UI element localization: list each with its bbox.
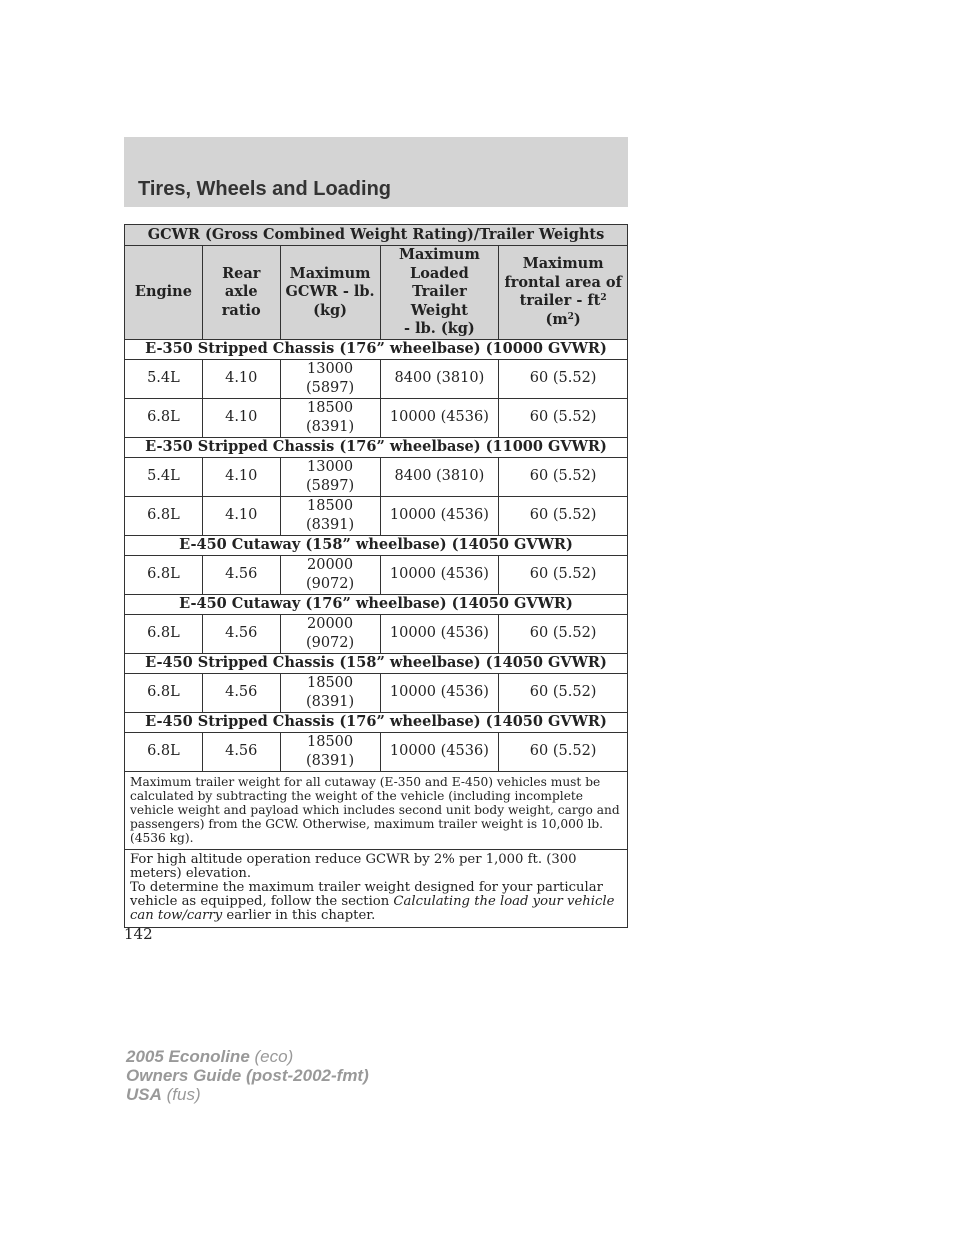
trailer-weight-cell: 8400 (3810): [380, 359, 499, 398]
gcwr-trailer-weights-table: [124, 224, 628, 928]
table-section-row: [125, 594, 628, 614]
table-note-row: [125, 849, 628, 927]
axle-ratio-cell: 4.10: [202, 457, 280, 496]
engine-cell: 6.8L: [125, 555, 203, 594]
section-title: Tires, Wheels and Loading: [138, 178, 392, 200]
table-row: [125, 732, 628, 771]
frontal-area-cell: 60 (5.52): [499, 496, 628, 535]
frontal-area-cell: 60 (5.52): [499, 555, 628, 594]
axle-ratio-cell: 4.10: [202, 496, 280, 535]
gcwr-cell: 20000 (9072): [280, 614, 380, 653]
engine-cell: 5.4L: [125, 359, 203, 398]
section-title: E-450 Cutaway (176” wheelbase) (14050 GVWR): [125, 594, 628, 614]
table-section-row: [125, 653, 628, 673]
gcwr-cell: 13000 (5897): [280, 457, 380, 496]
axle-ratio-cell: 4.56: [202, 614, 280, 653]
axle-ratio-cell: 4.56: [202, 555, 280, 594]
trailer-weight-cell: 10000 (4536): [380, 496, 499, 535]
section-title: E-450 Stripped Chassis (176” wheelbase) (14050 GVWR): [125, 712, 628, 732]
table-section-row: [125, 535, 628, 555]
cutaway-trailer-weight-note: Maximum trailer weight for all cutaway (E-350 and E-450) vehicles must be calculated by subtracting the weight of the vehicle (including incomplete vehicle weight and payload which includes second unit body weight, cargo and passengers) from the GCW. Otherwise, maximum trailer weight is 10,000 lb. (4536 kg).: [125, 771, 628, 849]
engine-cell: 6.8L: [125, 614, 203, 653]
section-title: E-350 Stripped Chassis (176” wheelbase) (10000 GVWR): [125, 339, 628, 359]
column-header-engine: Engine: [125, 246, 203, 340]
column-header-max-gcwr: Maximum GCWR - lb. (kg): [280, 246, 380, 340]
section-header-band: [124, 137, 628, 207]
gcwr-cell: 20000 (9072): [280, 555, 380, 594]
trailer-weight-cell: 10000 (4536): [380, 614, 499, 653]
column-header-max-frontal-area: Maximum frontal area of trailer - $ft^2$ $(m^2)$: [499, 246, 628, 340]
engine-cell: 6.8L: [125, 398, 203, 437]
table-row: [125, 457, 628, 496]
altitude-note: [125, 849, 628, 927]
table-row: [125, 673, 628, 712]
trailer-weight-cell: 10000 (4536): [380, 732, 499, 771]
gcwr-cell: 18500 (8391): [280, 496, 380, 535]
table-section-row: [125, 339, 628, 359]
engine-cell: 6.8L: [125, 673, 203, 712]
table-title-row: [125, 225, 628, 246]
section-title: E-450 Cutaway (158” wheelbase) (14050 GVWR): [125, 535, 628, 555]
section-title: E-450 Stripped Chassis (158” wheelbase) (14050 GVWR): [125, 653, 628, 673]
trailer-weight-cell: 10000 (4536): [380, 673, 499, 712]
frontal-area-cell: 60 (5.52): [499, 614, 628, 653]
engine-cell: 5.4L: [125, 457, 203, 496]
frontal-area-cell: 60 (5.52): [499, 398, 628, 437]
axle-ratio-cell: 4.10: [202, 359, 280, 398]
page-number: 142: [124, 925, 153, 943]
gcwr-cell: 13000 (5897): [280, 359, 380, 398]
gcwr-cell: 18500 (8391): [280, 732, 380, 771]
trailer-weight-cell: 8400 (3810): [380, 457, 499, 496]
table-section-row: [125, 712, 628, 732]
document-footer: 2005 Econoline (eco) Owners Guide (post-2002-fmt) USA (fus): [126, 1047, 369, 1104]
axle-ratio-cell: 4.56: [202, 673, 280, 712]
trailer-weight-cell: 10000 (4536): [380, 555, 499, 594]
gcwr-cell: 18500 (8391): [280, 673, 380, 712]
engine-cell: 6.8L: [125, 496, 203, 535]
frontal-area-cell: 60 (5.52): [499, 732, 628, 771]
column-header-rear-axle-ratio: Rear axle ratio: [202, 246, 280, 340]
engine-cell: 6.8L: [125, 732, 203, 771]
table-note-row: [125, 771, 628, 849]
axle-ratio-cell: 4.56: [202, 732, 280, 771]
table-row: [125, 359, 628, 398]
table-column-headers: [125, 246, 628, 340]
trailer-weight-cell: 10000 (4536): [380, 398, 499, 437]
axle-ratio-cell: 4.10: [202, 398, 280, 437]
frontal-area-cell: 60 (5.52): [499, 457, 628, 496]
gcwr-cell: 18500 (8391): [280, 398, 380, 437]
altitude-note-line: For high altitude operation reduce GCWR by 2% per 1,000 ft. (300 meters) elevation.: [130, 851, 577, 881]
section-title: E-350 Stripped Chassis (176” wheelbase) (11000 GVWR): [125, 437, 628, 457]
table-row: [125, 496, 628, 535]
table-row: [125, 398, 628, 437]
table-row: [125, 555, 628, 594]
frontal-area-cell: 60 (5.52): [499, 359, 628, 398]
column-header-max-loaded-trailer-weight: Maximum Loaded Trailer Weight - lb. (kg): [380, 246, 499, 340]
table-title: GCWR (Gross Combined Weight Rating)/Trailer Weights: [125, 225, 628, 246]
frontal-area-cell: 60 (5.52): [499, 673, 628, 712]
table-row: [125, 614, 628, 653]
calculation-note-line: To determine the maximum trailer weight designed for your particular vehicle as equipped, follow the section Calculating the load your vehicle can tow/carry earlier in this chapter.: [130, 879, 615, 923]
section-reference-link: Calculating the load your vehicle can tow/carry: [130, 893, 615, 923]
table-section-row: [125, 437, 628, 457]
